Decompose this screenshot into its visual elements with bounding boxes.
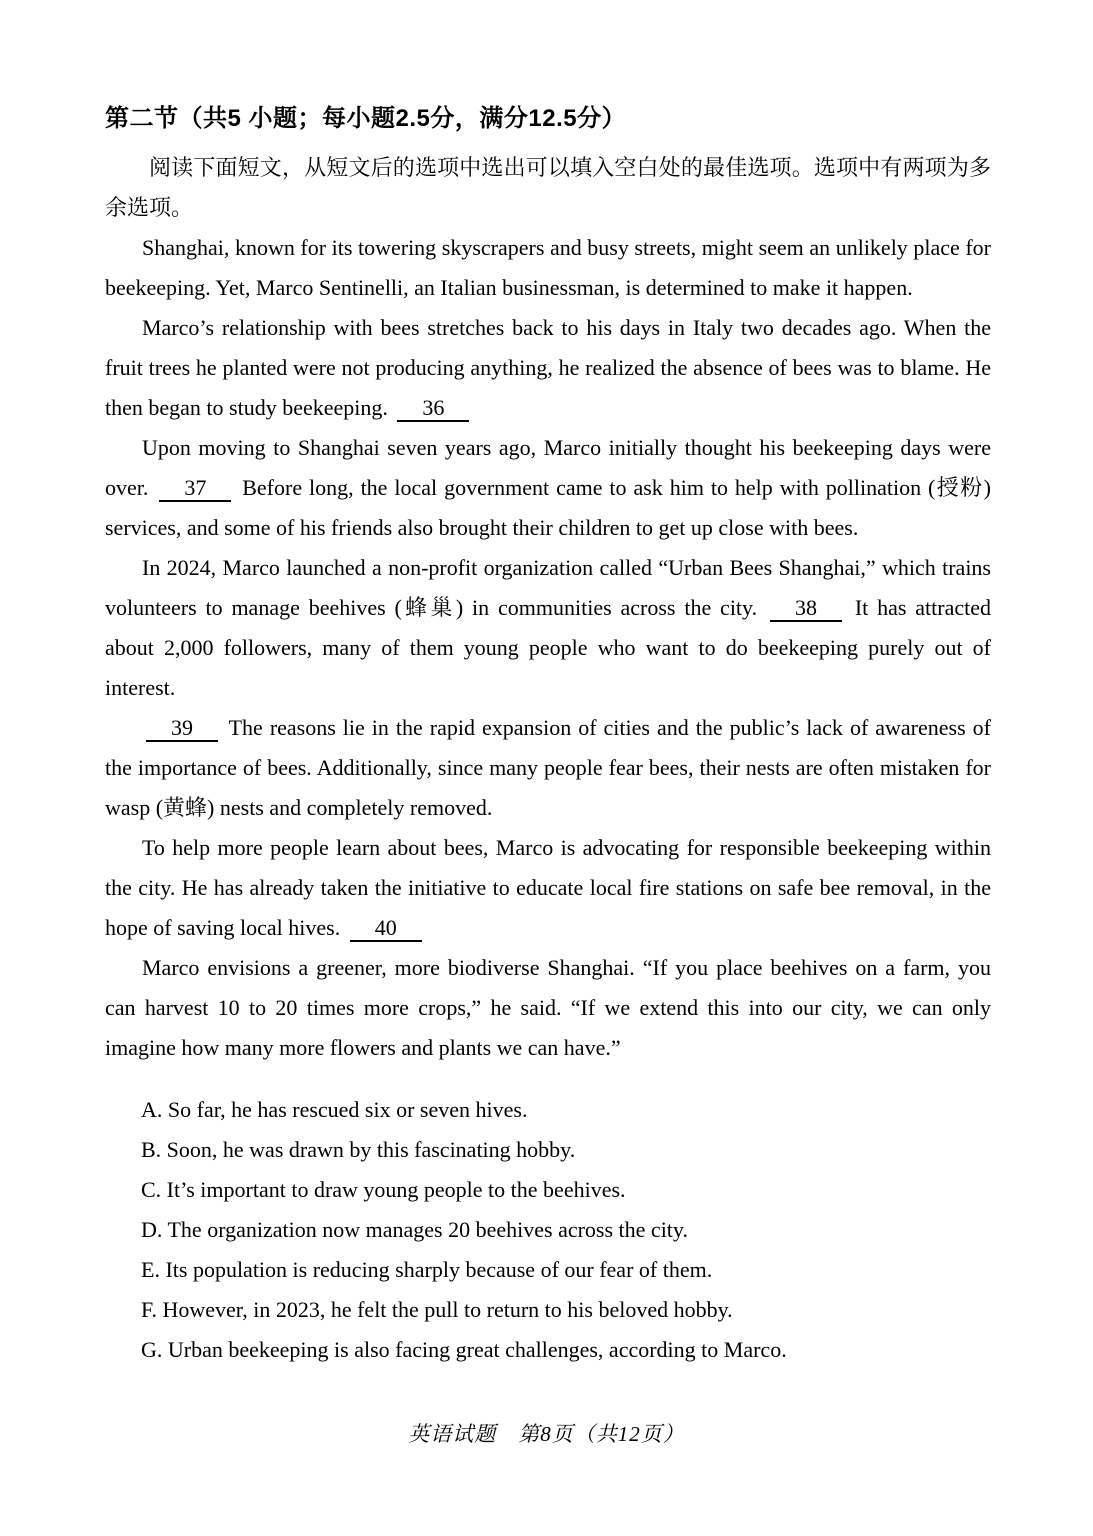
passage-paragraph: 39 The reasons lie in the rapid expansion of cities and the public’s lack of awareness of the importance of bees. Additionally, since many people fear bees, their nests are often mistaken for wasp (黄蜂) nests and completely removed.: [105, 715, 991, 820]
answer-blank: 38: [770, 596, 842, 622]
passage-paragraph: In 2024, Marco launched a non-profit organization called “Urban Bees Shanghai,” which trains volunteers to manage beehives (蜂巢) in communities across the city. 38 It has attracted about 2,000 followers, many of them young people who want to do beekeeping purely out of interest.: [105, 555, 991, 700]
option-item-f: F. However, in 2023, he felt the pull to return to his beloved hobby.: [141, 1297, 733, 1322]
page-content: [105, 104, 991, 1370]
answer-blank: 39: [146, 716, 218, 742]
passage-paragraph: Shanghai, known for its towering skyscrapers and busy streets, might seem an unlikely place for beekeeping. Yet, Marco Sentinelli, an Italian businessman, is determined to make it happen.: [105, 235, 991, 300]
answer-blank: 36: [397, 396, 469, 422]
section-instructions: 阅读下面短文，从短文后的选项中选出可以填入空白处的最佳选项。选项中有两项为多余选项。: [105, 155, 991, 220]
reading-passage: [105, 228, 991, 1068]
answer-blank: 40: [350, 916, 422, 942]
passage-paragraph: To help more people learn about bees, Marco is advocating for responsible beekeeping within the city. He has already taken the initiative to educate local fire stations on safe bee removal, in the hope of saving local hives. 40: [105, 835, 991, 940]
option-item-c: C. It’s important to draw young people to the beehives.: [141, 1177, 626, 1202]
section-heading: 第二节（共5 小题；每小题2.5分，满分12.5分）: [105, 105, 627, 132]
passage-paragraph: Marco’s relationship with bees stretches back to his days in Italy two decades ago. When the fruit trees he planted were not producing anything, he realized the absence of bees was to blame. He then began to study beekeeping. 36: [105, 315, 991, 420]
answer-options-list: [105, 1090, 991, 1370]
option-item-e: E. Its population is reducing sharply because of our fear of them.: [141, 1257, 713, 1282]
option-item-b: B. Soon, he was drawn by this fascinating hobby.: [141, 1137, 576, 1162]
option-item-d: D. The organization now manages 20 beehives across the city.: [141, 1217, 688, 1242]
option-item-g: G. Urban beekeeping is also facing great challenges, according to Marco.: [141, 1337, 787, 1362]
page-footer: 英语试题 第8页（共12页）: [408, 1422, 685, 1446]
option-item-a: A. So far, he has rescued six or seven hives.: [141, 1097, 528, 1122]
passage-paragraph: Upon moving to Shanghai seven years ago, Marco initially thought his beekeeping days were over. 37 Before long, the local government came to ask him to help with pollination (授粉) services, and some of his friends also brought their children to get up close with bees.: [105, 435, 991, 540]
answer-blank: 37: [159, 476, 231, 502]
passage-paragraph: Marco envisions a greener, more biodiverse Shanghai. “If you place beehives on a farm, you can harvest 10 to 20 times more crops,” he said. “If we extend this into our city, we can only imagine how many more flowers and plants we can have.”: [105, 955, 991, 1060]
